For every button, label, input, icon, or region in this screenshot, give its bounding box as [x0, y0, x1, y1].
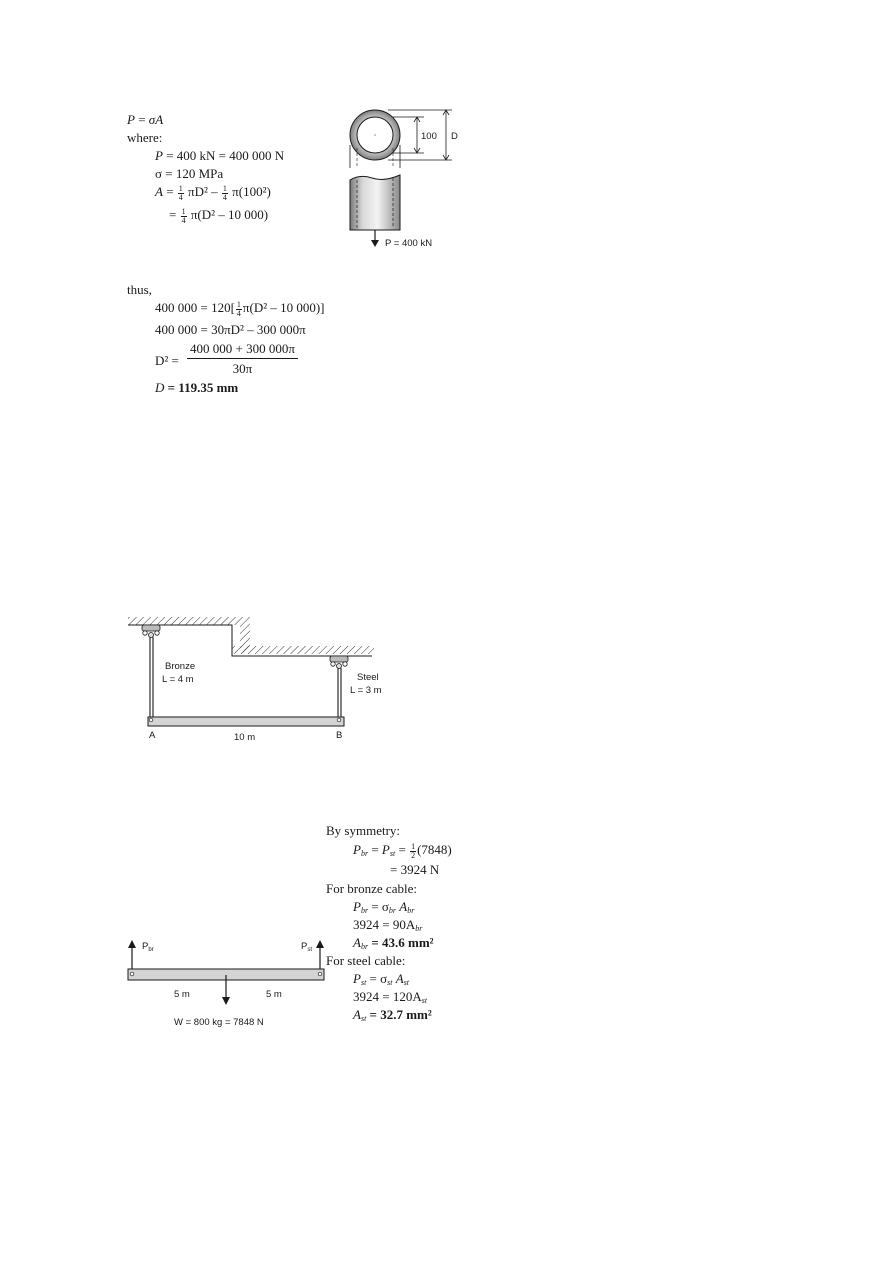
symmetry-equation: $P_{br} = P_{st}$ = $\frac{1}{2}$ (7848) [353, 841, 452, 860]
thus-equation-2: 400 000 = 30πD² – 300 000π [155, 322, 306, 337]
thus-equation-3-lhs: D² = [155, 353, 179, 368]
steel-cable-heading: For steel cable: [326, 953, 406, 968]
bronze-label: Bronze [165, 661, 196, 672]
pipe-body [350, 175, 400, 230]
by-symmetry-label: By symmetry: [326, 823, 401, 838]
bronze-cable-heading: For bronze cable: [326, 881, 417, 896]
bronze-substitution: $3924 = 90A_{br}$ [353, 917, 423, 933]
thus-equation-1: 400 000 = 120[ $\frac{1}{4}$ π(D² – 10 000)] [155, 299, 325, 318]
steel-substitution: $3924 = 120A_{st}$ [353, 989, 428, 1005]
bronze-area-result: $A_{br} = 43.6$ mm² [353, 935, 434, 951]
bronze-support [142, 625, 160, 638]
left-span-label: 5 m [174, 989, 190, 1000]
symmetry-result: = 3924 N [390, 862, 440, 877]
area-line-1: A = $\frac{1}{4}$ πD² – $\frac{1}{4}$ π(100²) [155, 183, 271, 202]
p-value-line: P = 400 kN = 400 000 N [155, 148, 285, 163]
where-label: where: [127, 130, 163, 145]
bronze-length-label: L = 4 m [162, 674, 194, 685]
thus-equation-3-fraction: 400 000 + 300 000π 30π [187, 341, 298, 377]
steel-length-label: L = 3 m [350, 685, 382, 696]
span-label: 10 m [234, 732, 256, 743]
weight-label: W = 800 kg = 7848 N [174, 1017, 264, 1028]
right-span-label: 5 m [266, 989, 282, 1000]
hollow-pipe-figure [340, 100, 480, 260]
point-a-label: A [149, 730, 156, 741]
steel-area-result: $A_{st} = 32.7$ mm² [353, 1007, 432, 1023]
free-body-diagram [120, 935, 330, 1035]
equation-p-sigma-a: P = σA [127, 112, 164, 127]
point-b-label: B [336, 730, 343, 741]
reaction-bronze-label: $P_{br}$ [142, 941, 154, 953]
outer-diameter-label: D [451, 131, 458, 142]
sigma-value-line: σ = 120 MPa [155, 166, 224, 181]
steel-label: Steel [357, 672, 379, 683]
result-diameter: D = 119.35 mm [155, 380, 239, 395]
area-line-2: = $\frac{1}{4}$ π(D² – 10 000) [169, 206, 269, 225]
steel-stress-equation: $P_{st} = \sigma_{st}$ $A_{st}$ [353, 971, 410, 987]
thus-label: thus, [127, 282, 152, 297]
inner-diameter-label: 100 [421, 131, 437, 142]
reaction-steel-label: $P_{st}$ [301, 941, 313, 953]
steel-support [330, 656, 348, 669]
rigid-bar [148, 717, 344, 726]
bronze-stress-equation: $P_{br} = \sigma_{br}$ $A_{br}$ [353, 899, 415, 915]
load-label: P = 400 kN [385, 238, 433, 249]
suspended-bar-figure [120, 612, 390, 747]
